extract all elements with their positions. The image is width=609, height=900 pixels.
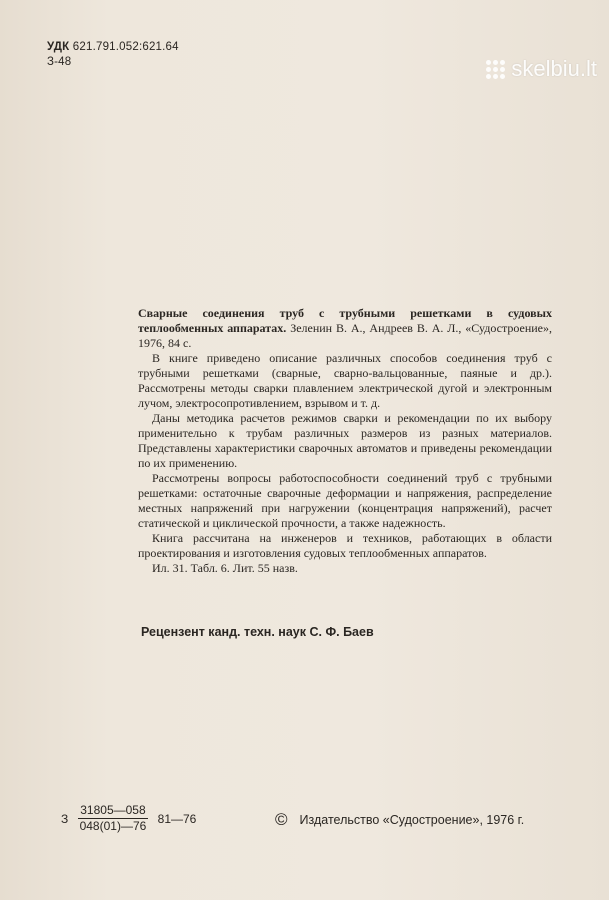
reviewer-line: Рецензент канд. техн. наук С. Ф. Баев <box>141 625 374 639</box>
imprint-code <box>61 803 196 834</box>
udk-block <box>47 40 179 70</box>
book-authors: Зеленин В. А., Андреев В. А. Л., «Судостроение», 1976, 84 с. <box>138 321 553 350</box>
publisher-line <box>275 810 524 830</box>
watermark-text: skelbiu.lt <box>511 56 597 81</box>
udk-code: 621.791.052:621.64 <box>72 41 179 53</box>
abstract-paragraph-4: Книга рассчитана на инженеров и техников, работающих в области проектирования и изготовления судовых теплообменных аппаратов. <box>138 531 552 560</box>
abstract-paragraph-1: В книге приведено описание различных способов соединения труб с трубными решетками (сварные, сварно-вальцованные, паяные и др.). Рассмотрены методы сварки плавлением электрической дугой и электронным лучом, электросопротивлением, взрывом и т. д. <box>138 351 552 410</box>
imprint-suffix: 81—76 <box>157 811 197 826</box>
copyright-icon: © <box>275 810 288 829</box>
watermark <box>486 56 597 82</box>
publisher-text: Издательство «Судостроение», 1976 г. <box>299 813 525 827</box>
imprint-fraction <box>78 803 147 834</box>
abstract-paragraph-2: Даны методика расчетов режимов сварки и рекомендации по их выбору применительно к трубам различных размеров из разных материалов. Представлены характеристики сварочных автоматов и приведены рекомендации по их применению. <box>138 411 552 470</box>
imprint-numerator: 31805—058 <box>80 803 146 817</box>
watermark-dots-icon <box>486 60 505 79</box>
book-title: Сварные соединения труб с трубными решетками в судовых теплообменных аппаратах. <box>138 306 552 335</box>
abstract-paragraph-3: Рассмотрены вопросы работоспособности соединений труб с трубными решетками: остаточные сварочные деформации и напряжения, распределение местных напряжений при нагружении (концентрация напряжений), расчет статической и циклической прочности, а также надежность. <box>138 471 552 530</box>
imprint-denominator: 048(01)—76 <box>79 819 147 833</box>
bibliographic-entry <box>138 306 552 351</box>
udk-index: З-48 <box>47 56 72 68</box>
illustration-count: Ил. 31. Табл. 6. Лит. 55 назв. <box>152 561 298 575</box>
abstract <box>138 306 552 576</box>
udk-label: УДК <box>47 41 70 53</box>
imprint-prefix: З <box>61 811 69 826</box>
